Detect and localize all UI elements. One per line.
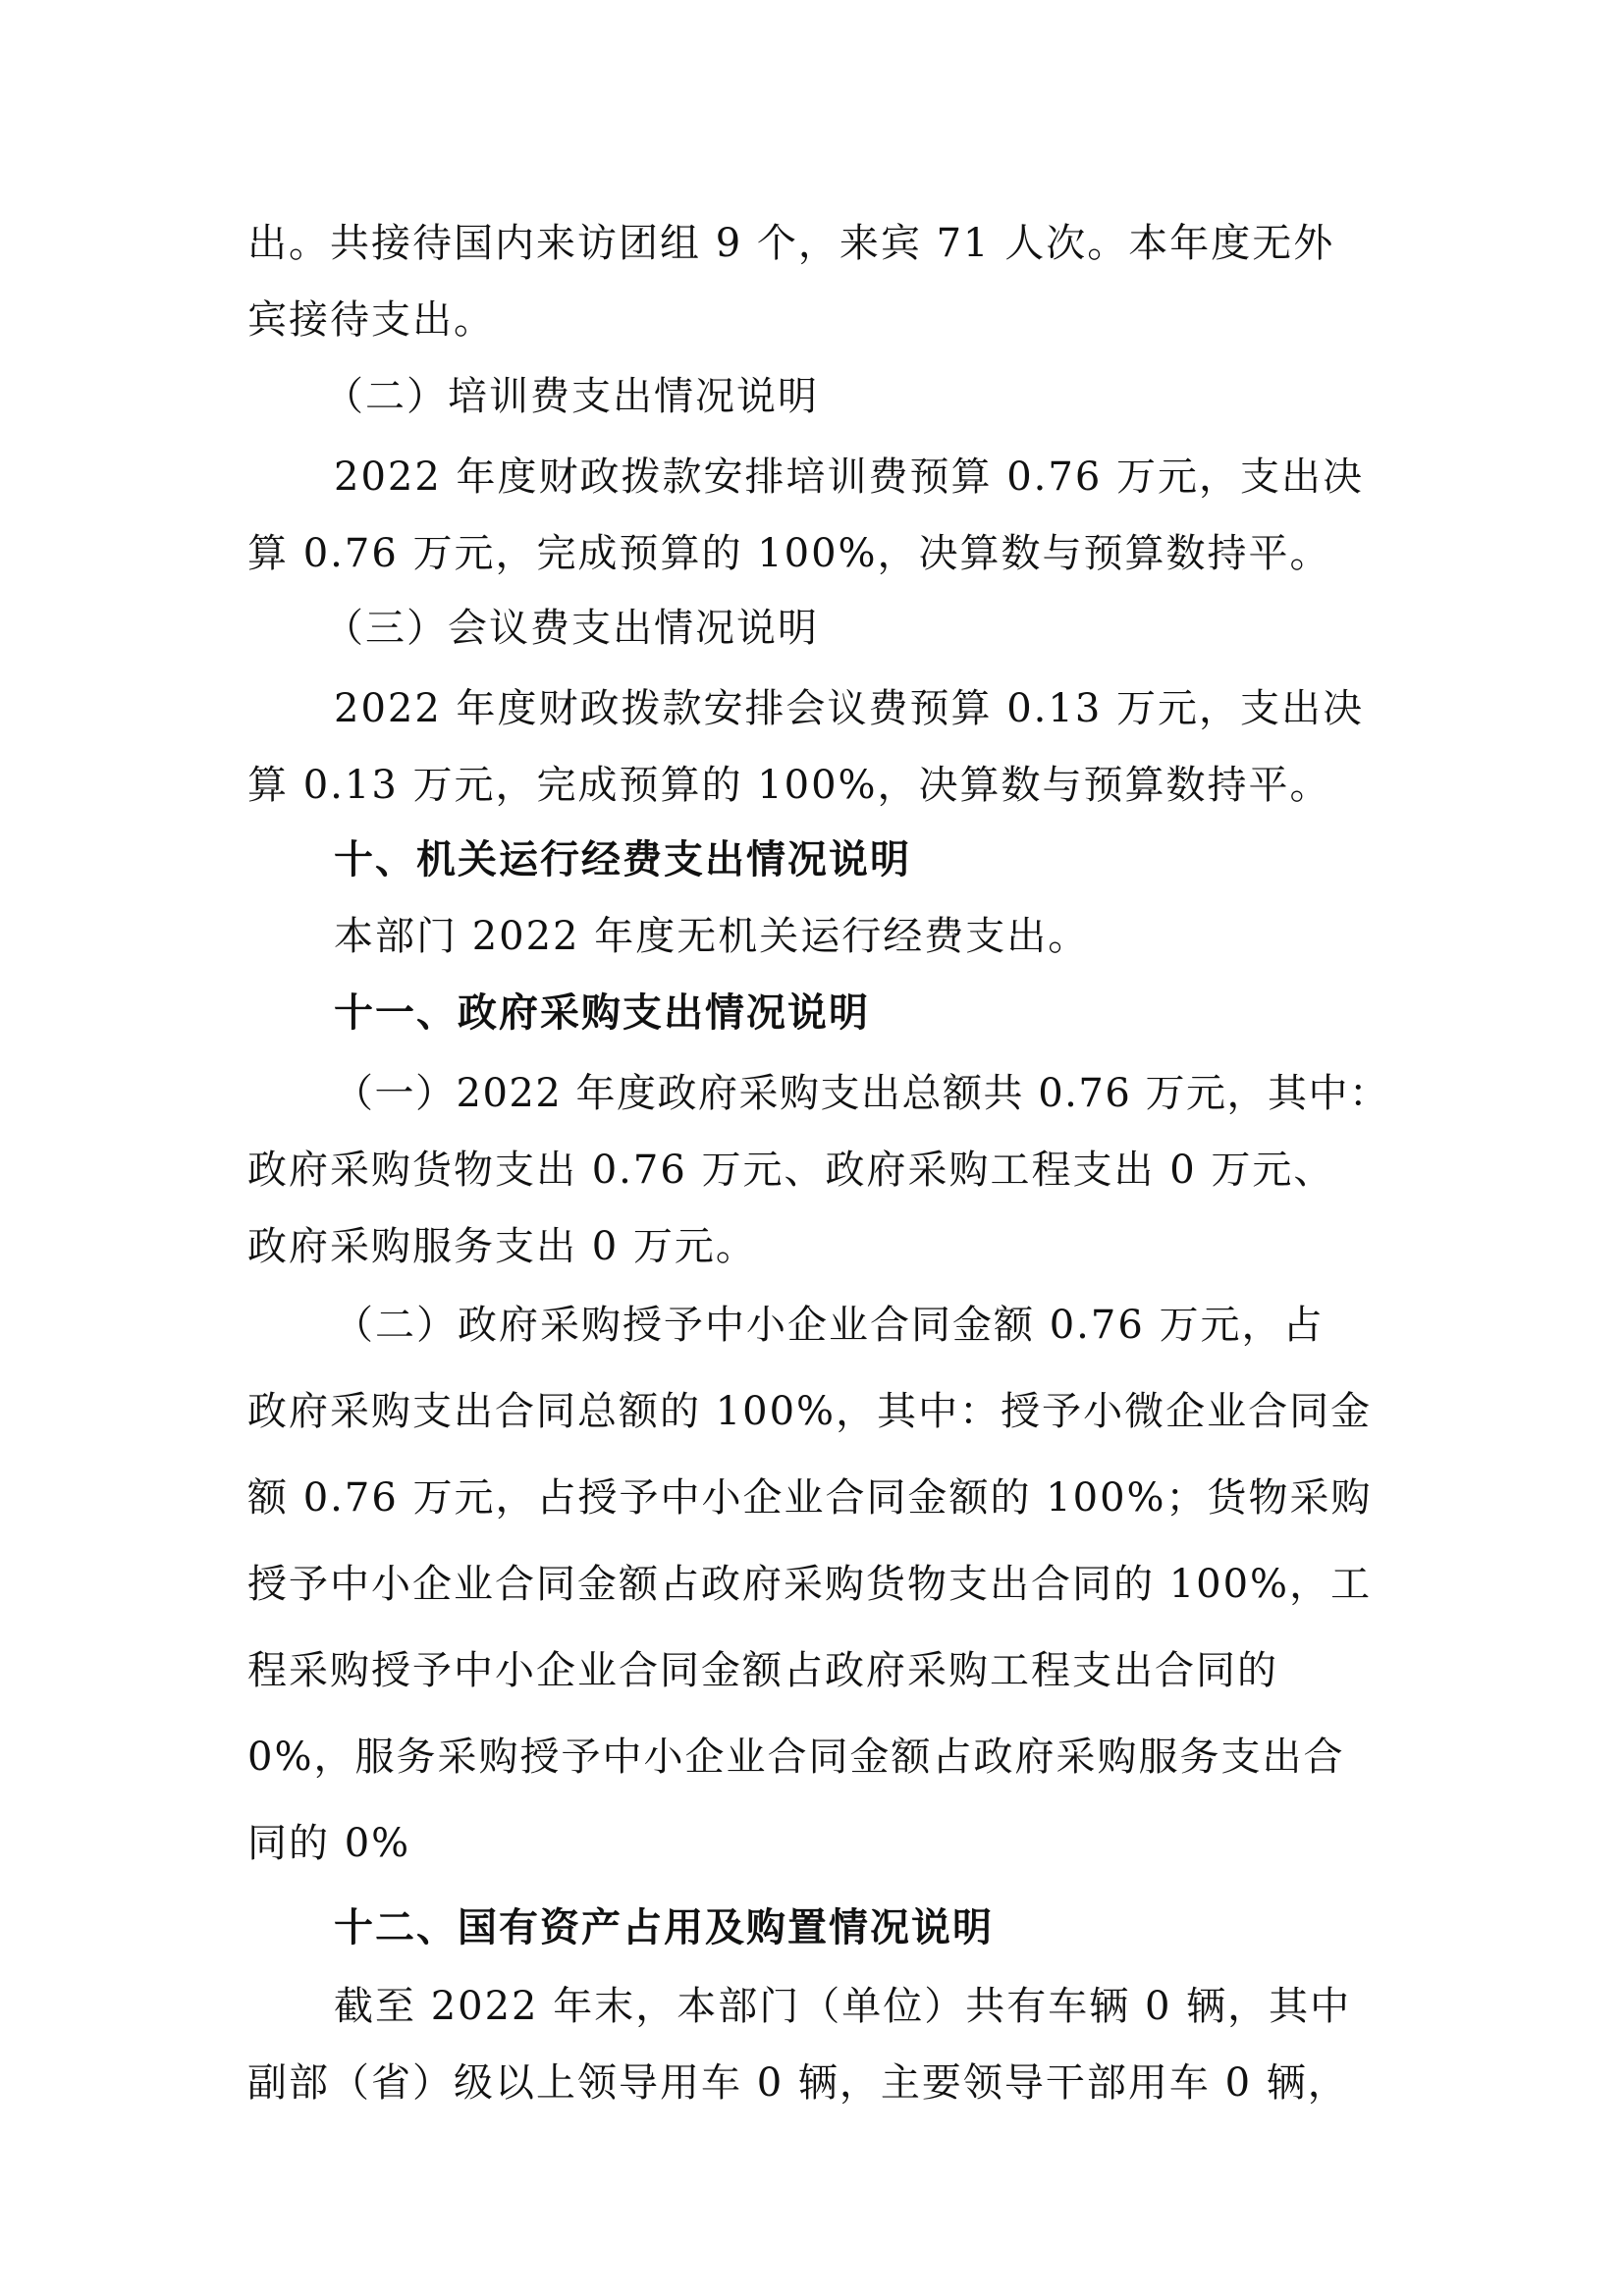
paragraph-line: （一）2022 年度政府采购支出总额共 0.76 万元，其中： <box>334 1071 1390 1116</box>
section-heading: 十一、政府采购支出情况说明 <box>334 990 870 1036</box>
paragraph-line: 政府采购服务支出 0 万元。 <box>247 1224 757 1269</box>
paragraph-line: 副部（省）级以上领导用车 0 辆，主要领导干部用车 0 辆， <box>247 2060 1349 2106</box>
section-heading: 十二、国有资产占用及购置情况说明 <box>334 1905 994 1950</box>
paragraph-line: 0%，服务采购授予中小企业合同金额占政府采购服务支出合 <box>247 1735 1345 1780</box>
paragraph-line: 算 0.13 万元，完成预算的 100%，决算数与预算数持平。 <box>247 763 1331 808</box>
paragraph-line: 截至 2022 年末，本部门（单位）共有车辆 0 辆，其中 <box>334 1984 1352 2029</box>
paragraph-line: 政府采购货物支出 0.76 万元、政府采购工程支出 0 万元、 <box>247 1148 1335 1193</box>
subsection-heading: （三）会议费支出情况说明 <box>324 606 819 651</box>
paragraph-line: 授予中小企业合同金额占政府采购货物支出合同的 100%，工 <box>247 1562 1373 1607</box>
section-heading: 十、机关运行经费支出情况说明 <box>334 837 911 882</box>
paragraph-line: 额 0.76 万元，占授予中小企业合同金额的 100%；货物采购 <box>247 1475 1373 1521</box>
paragraph-line: （二）政府采购授予中小企业合同金额 0.76 万元，占 <box>334 1303 1325 1348</box>
paragraph-line: 宾接待支出。 <box>247 297 495 343</box>
subsection-heading: （二）培训费支出情况说明 <box>324 374 819 419</box>
paragraph-line: 2022 年度财政拨款安排会议费预算 0.13 万元，支出决 <box>334 686 1365 731</box>
paragraph-line: 同的 0% <box>247 1821 411 1866</box>
paragraph-line: 程采购授予中小企业合同金额占政府采购工程支出合同的 <box>247 1648 1278 1693</box>
paragraph-line: 2022 年度财政拨款安排培训费预算 0.76 万元，支出决 <box>334 454 1365 500</box>
paragraph-line: 出。共接待国内来访团组 9 个，来宾 71 人次。本年度无外 <box>247 221 1335 266</box>
paragraph-line: 本部门 2022 年度无机关运行经费支出。 <box>334 914 1090 959</box>
paragraph-line: 政府采购支出合同总额的 100%，其中：授予小微企业合同金 <box>247 1389 1373 1434</box>
paragraph-line: 算 0.76 万元，完成预算的 100%，决算数与预算数持平。 <box>247 531 1331 576</box>
